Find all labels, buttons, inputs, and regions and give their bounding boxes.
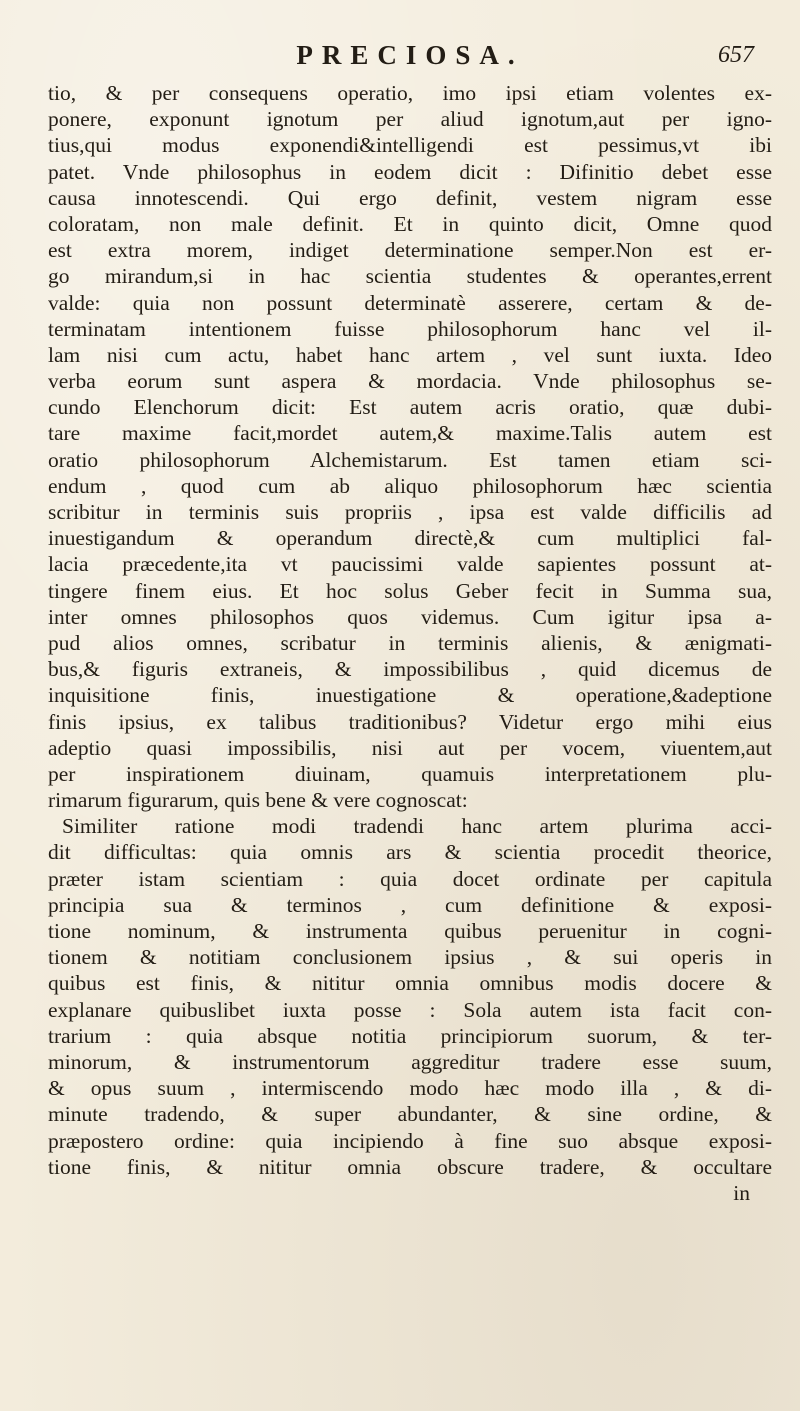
text-line: tius,qui modus exponendi&intelligendi est pessimus,vt ibi [48,133,772,158]
text-line: dit difficultas: quia omnis ars & scientia procedit theorice, [48,840,772,865]
text-line: trarium : quia absque notitia principiorum suorum, & ter- [48,1023,772,1048]
text-line: quibus est finis, & nititur omnia omnibus modis docere & [48,971,772,996]
catchword: in [733,1180,750,1205]
text-line: scribitur in terminis suis propriis , ipsa est valde difficilis ad [48,500,772,524]
text-line: valde: quia non possunt determinatè asserere, certam & de- [48,290,772,315]
text-line: finis ipsius, ex talibus traditionibus? Videtur ergo mihi eius [48,709,772,734]
text-line: rimarum figurarum, quis bene & vere cognoscat: [48,788,468,813]
text-line: tionem & notitiam conclusionem ipsius , & sui operis in [48,945,772,970]
text-line: tio, & per consequens operatio, imo ipsi etiam volentes ex- [48,81,772,105]
text-line: præpostero ordine: quia incipiendo à fine suo absque exposi- [48,1128,772,1153]
text-line: tione finis, & nititur omnia obscure tradere, & occultare [48,1154,772,1179]
text-line: explanare quibuslibet iuxta posse : Sola autem ista facit con- [48,997,772,1022]
text-line: tingere finem eius. Et hoc solus Geber fecit in Summa sua, [48,578,772,603]
text-line: adeptio quasi impossibilis, nisi aut per vocem, viuentem,aut [48,735,772,760]
text-line: patet. Vnde philosophus in eodem dicit : Difinitio debet esse [48,159,772,184]
text-line: endum , quod cum ab aliquo philosophorum hæc scientia [48,473,772,498]
text-line: lam nisi cum actu, habet hanc artem , vel sunt iuxta. Ideo [48,342,772,367]
text-line: lacia præcedente,ita vt paucissimi valde sapientes possunt at- [48,552,772,577]
catchword-line [48,1180,772,1206]
page-number: 657 [718,42,754,68]
text-line: bus,& figuris extraneis, & impossibilibus , quid dicemus de [48,657,772,682]
text-line: Similiter ratione modi tradendi hanc artem plurima acci- [62,814,772,839]
text-line: pud alios omnes, scribatur in terminis alienis, & ænigmati- [48,630,772,655]
text-line: oratio philosophorum Alchemistarum. Est tamen etiam sci- [48,447,772,472]
text-line: inter omnes philosophos quos videmus. Cum igitur ipsa a- [48,604,772,629]
text-line: terminatam intentionem fuisse philosophorum hanc vel il- [48,316,772,341]
text-line: inuestigandum & operandum directè,& cum multiplici fal- [48,526,772,551]
running-title: PRECIOSA. [296,40,524,70]
text-line: tare maxime facit,mordet autem,& maxime.Talis autem est [48,421,772,446]
text-line: verba eorum sunt aspera & mordacia. Vnde philosophus se- [48,369,772,394]
body-text [48,80,772,1180]
text-line: go mirandum,si in hac scientia studentes & operantes,errent [48,264,772,289]
text-line: tione nominum, & instrumenta quibus peruenitur in cogni- [48,919,772,943]
text-line: ponere, exponunt ignotum per aliud ignotum,aut per igno- [48,107,772,132]
text-line: præter istam scientiam : quia docet ordinate per capitula [48,866,772,891]
text-line: inquisitione finis, inuestigatione & operatione,&adeptione [48,683,772,708]
text-line: per inspirationem diuinam, quamuis interpretationem plu- [48,761,772,786]
text-line: coloratam, non male definit. Et in quinto dicit, Omne quod [48,211,772,236]
text-line: principia sua & terminos , cum definitione & exposi- [48,892,772,917]
text-line: & opus suum , intermiscendo modo hæc modo illa , & di- [48,1076,772,1101]
text-line: causa innotescendi. Qui ergo definit, vestem nigram esse [48,185,772,210]
text-line: minorum, & instrumentorum aggreditur tradere esse suum, [48,1049,772,1074]
text-line: minute tradendo, & super abundanter, & sine ordine, & [48,1102,772,1127]
text-line: cundo Elenchorum dicit: Est autem acris oratio, quæ dubi- [48,395,772,420]
text-line: est extra morem, indiget determinatione semper.Non est er- [48,238,772,263]
running-head [48,40,772,74]
